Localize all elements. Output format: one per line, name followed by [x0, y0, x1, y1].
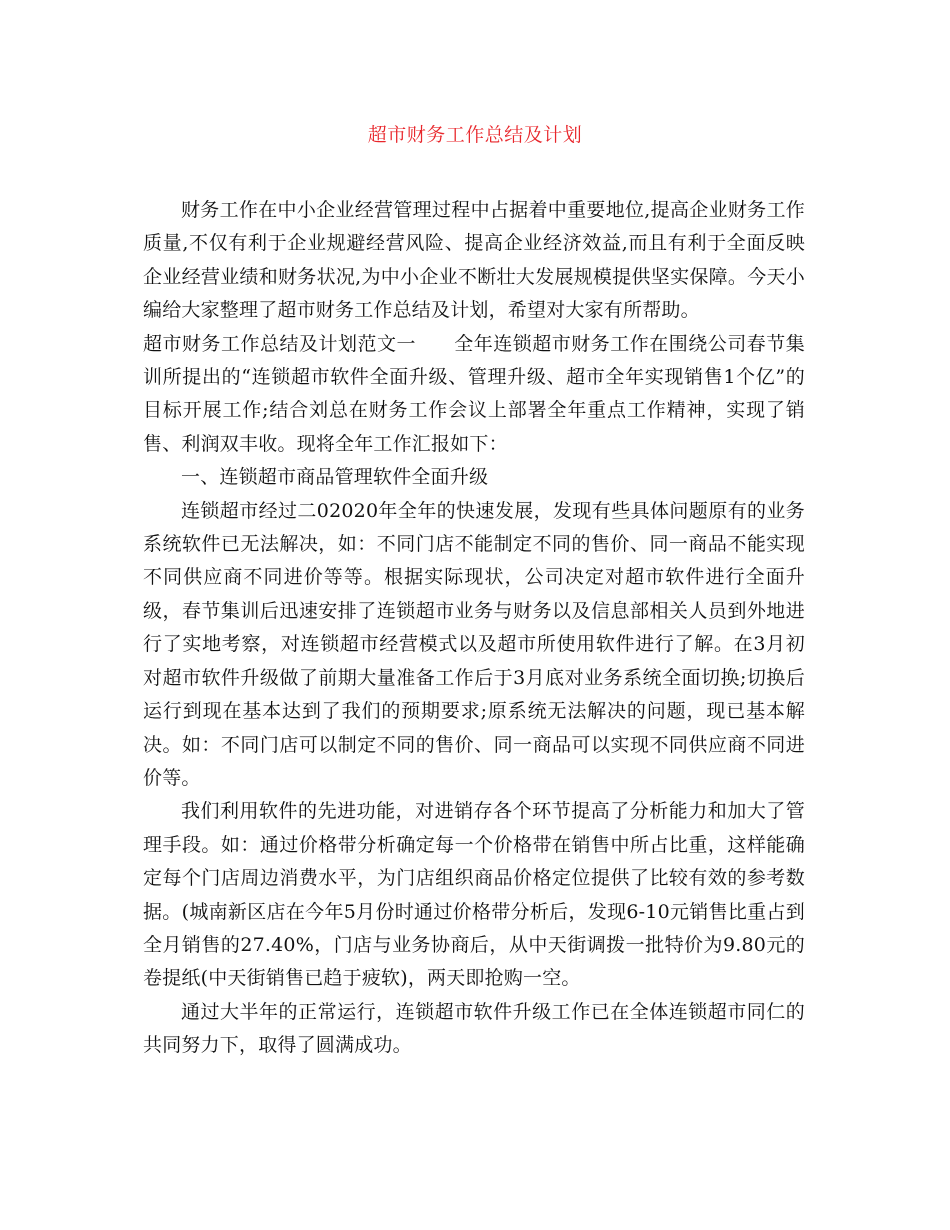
- paragraph-intro: 财务工作在中小企业经营管理过程中占据着中重要地位,提高企业财务工作质量,不仅有利于企业规避经营风险、提高企业经济效益,而且有利于全面反映企业经营业绩和财务状况,为中小企业不断壮大发展规模提供坚实保障。今天小编给大家整理了超市财务工作总结及计划，希望对大家有所帮助。: [143, 199, 805, 322]
- section-heading: 超市财务工作总结及计划范文一: [143, 332, 416, 355]
- subheading-software-upgrade: 一、连锁超市商品管理软件全面升级: [181, 466, 489, 489]
- paragraph-conclusion: 通过大半年的正常运行，连锁超市软件升级工作已在全体连锁超市同仁的共同努力下，取得了圆满成功。: [143, 1000, 805, 1057]
- section-text: 全年连锁超市财务工作在围绕公司春节集训所提出的“连锁超市软件全面升级、管理升级、超市全年实现销售1个亿”的目标开展工作;结合刘总在财务工作会议上部署全年重点工作精神，实现了销售、利润双丰收。现将全年工作汇报如下：: [143, 332, 805, 455]
- document-title: 超市财务工作总结及计划: [367, 124, 583, 146]
- paragraph-section-one: [143, 328, 805, 462]
- paragraph-upgrade-details: 连锁超市经过二02020年全年的快速发展，发现有些具体问题原有的业务系统软件已无法解决，如：不同门店不能制定不同的售价、同一商品不能实现不同供应商不同进价等等。根据实际现状，公司决定对超市软件进行全面升级，春节集训后迅速安排了连锁超市业务与财务以及信息部相关人员到外地进行了实地考察，对连锁超市经营模式以及超市所使用软件进行了解。在3月初对超市软件升级做了前期大量准备工作后于3月底对业务系统全面切换;切换后运行到现在基本达到了我们的预期要求;原系统无法解决的问题，现已基本解决。如：不同门店可以制定不同的售价、同一商品可以实现不同供应商不同进价等。: [143, 499, 805, 789]
- paragraph-analysis: 我们利用软件的先进功能，对进销存各个环节提高了分析能力和加大了管理手段。如：通过价格带分析确定每一个价格带在销售中所占比重，这样能确定每个门店周边消费水平，为门店组织商品价格定位提供了比较有效的参考数据。(城南新区店在今年5月份时通过价格带分析后，发现6-10元销售比重占到全月销售的27.40%，门店与业务协商后，从中天街调拨一批特价为9.80元的卷提纸(中天街销售已趋于疲软)，两天即抢购一空。: [143, 800, 805, 990]
- document-body: [143, 194, 805, 1063]
